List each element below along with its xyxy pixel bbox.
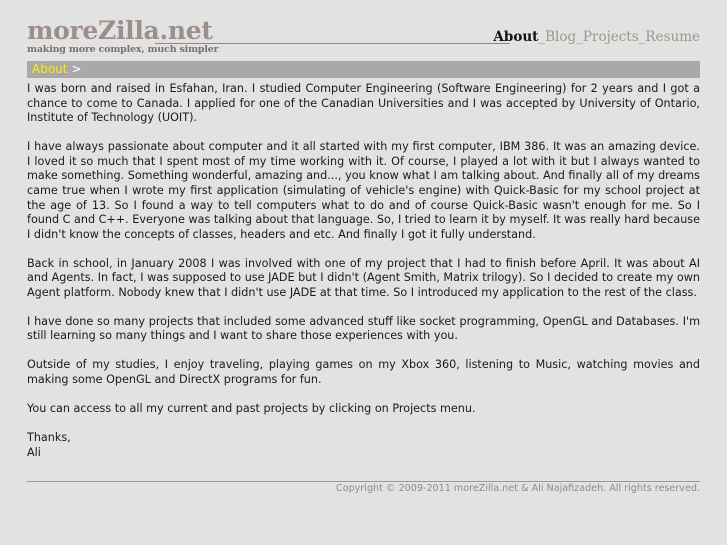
footer-copyright: Copyright © 2009-2011 moreZilla.net & Ali Najafizadeh. All rights reserved.: [336, 483, 700, 494]
nav-projects[interactable]: Projects: [582, 29, 639, 45]
about-paragraph: Outside of my studies, I enjoy traveling, playing games on my Xbox 360, listening to Music, watching movies and making some OpenGL and DirectX programs for fun.: [27, 358, 700, 387]
breadcrumb-arrow: >: [71, 62, 82, 76]
breadcrumb-current[interactable]: About: [32, 62, 68, 76]
breadcrumb: [27, 61, 700, 78]
signature: Ali: [27, 445, 41, 459]
about-paragraph: I have done so many projects that included some advanced stuff like socket programming, OpenGL and Databases. I'm still learning so many things and I want to share those experiences with you.: [27, 314, 700, 343]
nav-resume[interactable]: Resume: [645, 29, 700, 45]
about-paragraph: I have always passionate about computer and it all started with my first computer, IBM 386. It was an amazing device. I loved it so much that I spent most of my time working with it. Of course, I played a lot with it but I always wanted to make something. Something wonderful, amazing and..., you know what I am talking about. And finally all of my dreams came true when I wrote my first application (simulating of vehicle's engine) with Quick-Basic for my school project at the age of 13. So I found a way to tell computers what to do and of course Quick-Basic wasn't enough for me. So I found C and C++. Everyone was talking about that language. So, I tried to learn it by myself. It was really hard because I didn't know the concepts of classes, headers and etc. And finally I got it fully understand.: [27, 140, 700, 241]
about-paragraph: Back in school, in January 2008 I was involved with one of my project that I had to finish before April. It was about AI and Agents. In fact, I was supposed to use JADE but I didn't (Agent Smith, Matrix trilogy). So I decided to create my own Agent platform. Nobody knew that I didn't use JADE at that time. So I introduced my application to the rest of the class.: [27, 256, 700, 299]
site-tagline: making more complex, much simpler: [27, 44, 219, 55]
nav-separator: _: [538, 29, 546, 45]
about-paragraph: I was born and raised in Esfahan, Iran. I studied Computer Engineering (Software Engineering) for 2 years and I got a chance to come to Canada. I applied for one of the Canadian Universities and I was accepted by University of Ontario, Institute of Technology (UOIT).: [27, 82, 700, 125]
site-header: [27, 14, 700, 61]
page: [27, 14, 700, 494]
nav-separator: _: [576, 29, 583, 45]
footer-divider: [27, 481, 700, 482]
signoff: Thanks,: [27, 431, 71, 445]
about-paragraph: You can access to all my current and past projects by clicking on Projects menu.: [27, 402, 476, 416]
main-nav: [493, 28, 700, 46]
about-content: [27, 82, 700, 460]
nav-blog[interactable]: Blog: [545, 29, 577, 45]
site-logo-title[interactable]: moreZilla.net: [27, 16, 213, 45]
nav-about[interactable]: About: [493, 29, 539, 45]
header-divider: [155, 43, 510, 44]
nav-separator: _: [638, 29, 646, 45]
